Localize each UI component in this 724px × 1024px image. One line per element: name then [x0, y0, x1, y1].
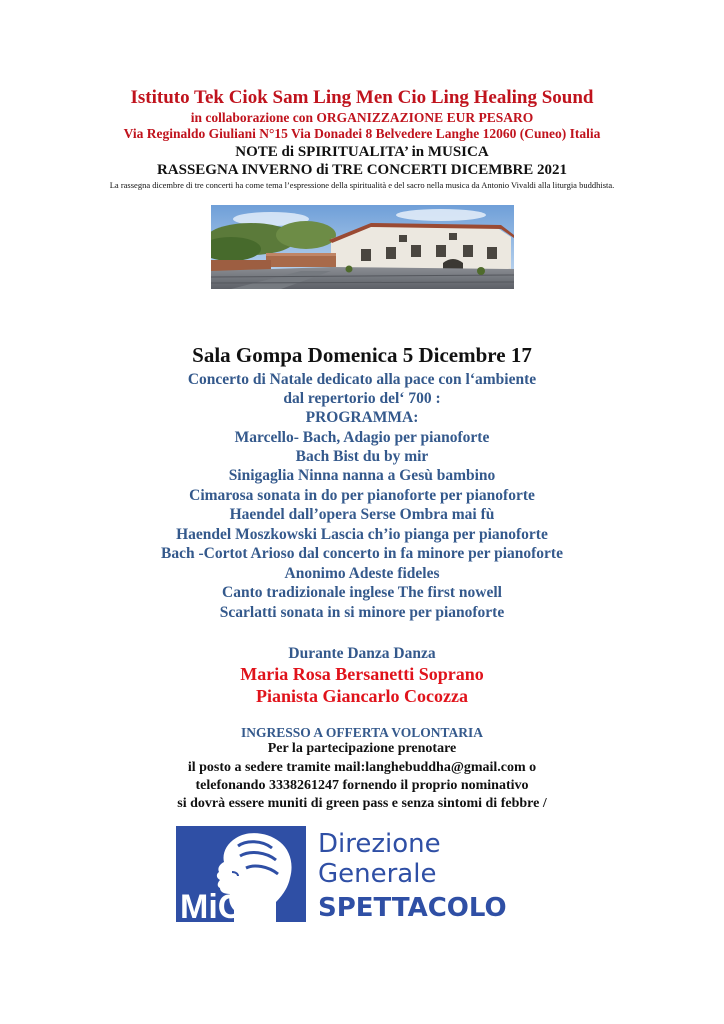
program-item: Anonimo Adeste fideles: [284, 565, 440, 582]
program-label: PROGRAMMA:: [305, 409, 419, 426]
header-collab: in collaborazione con ORGANIZZAZIONE EUR PESARO: [190, 110, 534, 125]
info-line-2: il posto a sedere tramite mail:langhebuddha@gmail.com o: [187, 760, 537, 775]
performer-soprano: Maria Rosa Bersanetti Soprano: [240, 664, 484, 684]
series-title: NOTE di SPIRITUALITA’ in MUSICA: [235, 144, 489, 160]
logo-line-3: SPETTACOLO: [318, 893, 507, 922]
program-item: Marcello- Bach, Adagio per pianoforte: [234, 429, 490, 446]
rassegna-title: RASSEGNA INVERNO di TRE CONCERTI DICEMBRE 2021: [156, 162, 568, 178]
info-line-3: telefonando 3338261247 fornendo il proprio nominativo: [195, 778, 529, 793]
event-subtitle-2: dal repertorio del‘ 700 :: [283, 390, 441, 407]
performers-intro: Durante Danza Danza: [288, 645, 436, 662]
header-address: Via Reginaldo Giuliani N°15 Via Donadei 8 Belvedere Langhe 12060 (Cuneo) Italia: [123, 126, 601, 141]
logo-line-2: Generale: [318, 859, 437, 889]
header-title: Istituto Tek Ciok Sam Ling Men Cio Ling Healing Sound: [130, 87, 594, 108]
program-item: Bach Bist du by mir: [295, 448, 429, 465]
description-text: La rassegna dicembre di tre concerti ha come tema l’espressione della spiritualità e del sacro nella musica da Antonio Vivaldi alla liturgia buddhista.: [109, 180, 615, 190]
mic-logo: [176, 826, 551, 922]
event-subtitle-1: Concerto di Natale dedicato alla pace con l‘ambiente: [187, 371, 537, 388]
mic-mark: MiC: [180, 888, 243, 922]
program-item: Scarlatti sonata in si minore per pianoforte: [219, 604, 505, 621]
program-item: Cimarosa sonata in do per pianoforte per pianoforte: [189, 487, 535, 504]
logo-line-1: Direzione: [318, 829, 441, 859]
info-line-1: Per la partecipazione prenotare: [267, 741, 457, 756]
program-item: Haendel dall’opera Serse Ombra mai fù: [229, 506, 495, 523]
performer-pianist: Pianista Giancarlo Cocozza: [256, 686, 468, 706]
info-line-4: si dovrà essere muniti di green pass e senza sintomi di febbre /: [177, 796, 547, 811]
venue-photo: [211, 205, 514, 289]
program-item: Bach -Cortot Arioso dal concerto in fa minore per pianoforte: [161, 545, 563, 562]
event-heading: Sala Gompa Domenica 5 Dicembre 17: [192, 343, 532, 367]
program-item: Haendel Moszkowski Lascia ch’io pianga per pianoforte: [176, 526, 548, 543]
program-item: Canto tradizionale inglese The first nowell: [222, 584, 502, 601]
program-item: Sinigaglia Ninna nanna a Gesù bambino: [228, 467, 496, 484]
entry-info: INGRESSO A OFFERTA VOLONTARIA: [241, 725, 483, 740]
